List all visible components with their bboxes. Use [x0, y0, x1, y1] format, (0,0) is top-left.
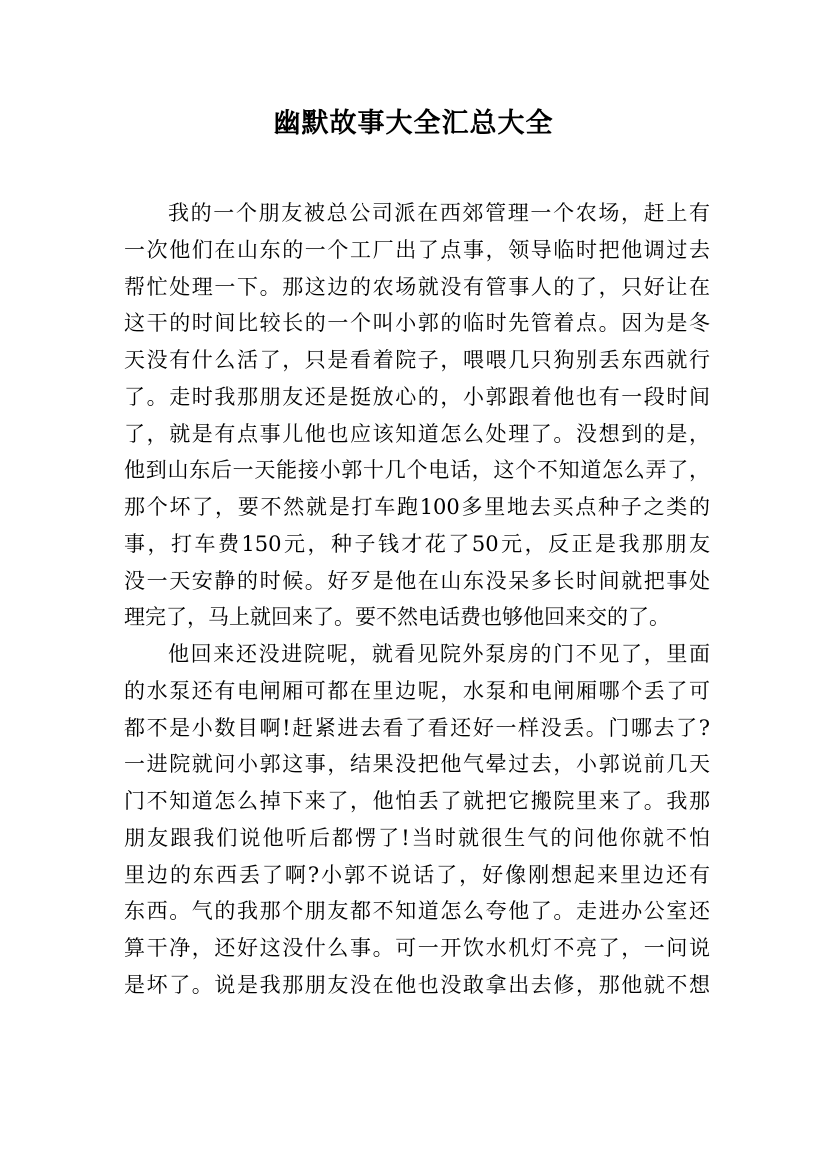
- text-line: 里边的东西丢了啊?小郭不说话了，好像刚想起来里边还有: [124, 862, 710, 887]
- document-body: [124, 195, 710, 1004]
- text-line: 那个坏了，要不然就是打车跑100多里地去买点种子之类的: [124, 495, 710, 519]
- text-line: 东西。气的我那个朋友都不知道怎么夸他了。走进办公室还: [124, 899, 710, 924]
- text-line: 没一天安静的时候。好歹是他在山东没呆多长时间就把事处: [124, 568, 710, 593]
- text-line: 理完了，马上就回来了。要不然电话费也够他回来交的了。: [124, 605, 670, 630]
- text-line: 他回来还没进院呢，就看见院外泵房的门不见了，里面: [168, 642, 710, 666]
- text-line: 他到山东后一天能接小郭十几个电话，这个不知道怎么弄了，: [124, 458, 710, 483]
- text-line: 算干净，还好这没什么事。可一开饮水机灯不亮了，一问说: [124, 936, 710, 960]
- text-line: 我的一个朋友被总公司派在西郊管理一个农场，赶上有: [168, 201, 710, 225]
- text-line: 都不是小数目啊!赶紧进去看了看还好一样没丢。门哪去了?: [124, 715, 710, 740]
- text-line: 的水泵还有电闸厢可都在里边呢，水泵和电闸厢哪个丢了可: [124, 678, 710, 703]
- paragraph-2: [124, 636, 710, 1004]
- text-line: 了，就是有点事儿他也应该知道怎么处理了。没想到的是，: [124, 421, 710, 446]
- text-line: 帮忙处理一下。那这边的农场就没有管事人的了，只好让在: [124, 274, 710, 299]
- paragraph-1: [124, 195, 710, 636]
- text-line: 天没有什么活了，只是看着院子，喂喂几只狗别丢东西就行: [124, 348, 710, 372]
- text-line: 一次他们在山东的一个工厂出了点事，领导临时把他调过去: [124, 237, 710, 262]
- text-line: 是坏了。说是我那朋友没在他也没敢拿出去修，那他就不想: [124, 972, 710, 997]
- text-line: 一进院就问小郭这事，结果没把他气晕过去，小郭说前几天: [124, 752, 710, 777]
- text-line: 事，打车费150元，种子钱才花了50元，反正是我那朋友: [124, 531, 710, 556]
- text-line: 了。走时我那朋友还是挺放心的，小郭跟着他也有一段时间: [124, 384, 710, 409]
- text-line: 门不知道怎么掉下来了，他怕丢了就把它搬院里来了。我那: [124, 789, 710, 813]
- text-line: 朋友跟我们说他听后都愣了!当时就很生气的问他你就不怕: [124, 825, 710, 850]
- document-title: 幽默故事大全汇总大全: [273, 108, 554, 139]
- text-line: 这干的时间比较长的一个叫小郭的临时先管着点。因为是冬: [124, 311, 710, 336]
